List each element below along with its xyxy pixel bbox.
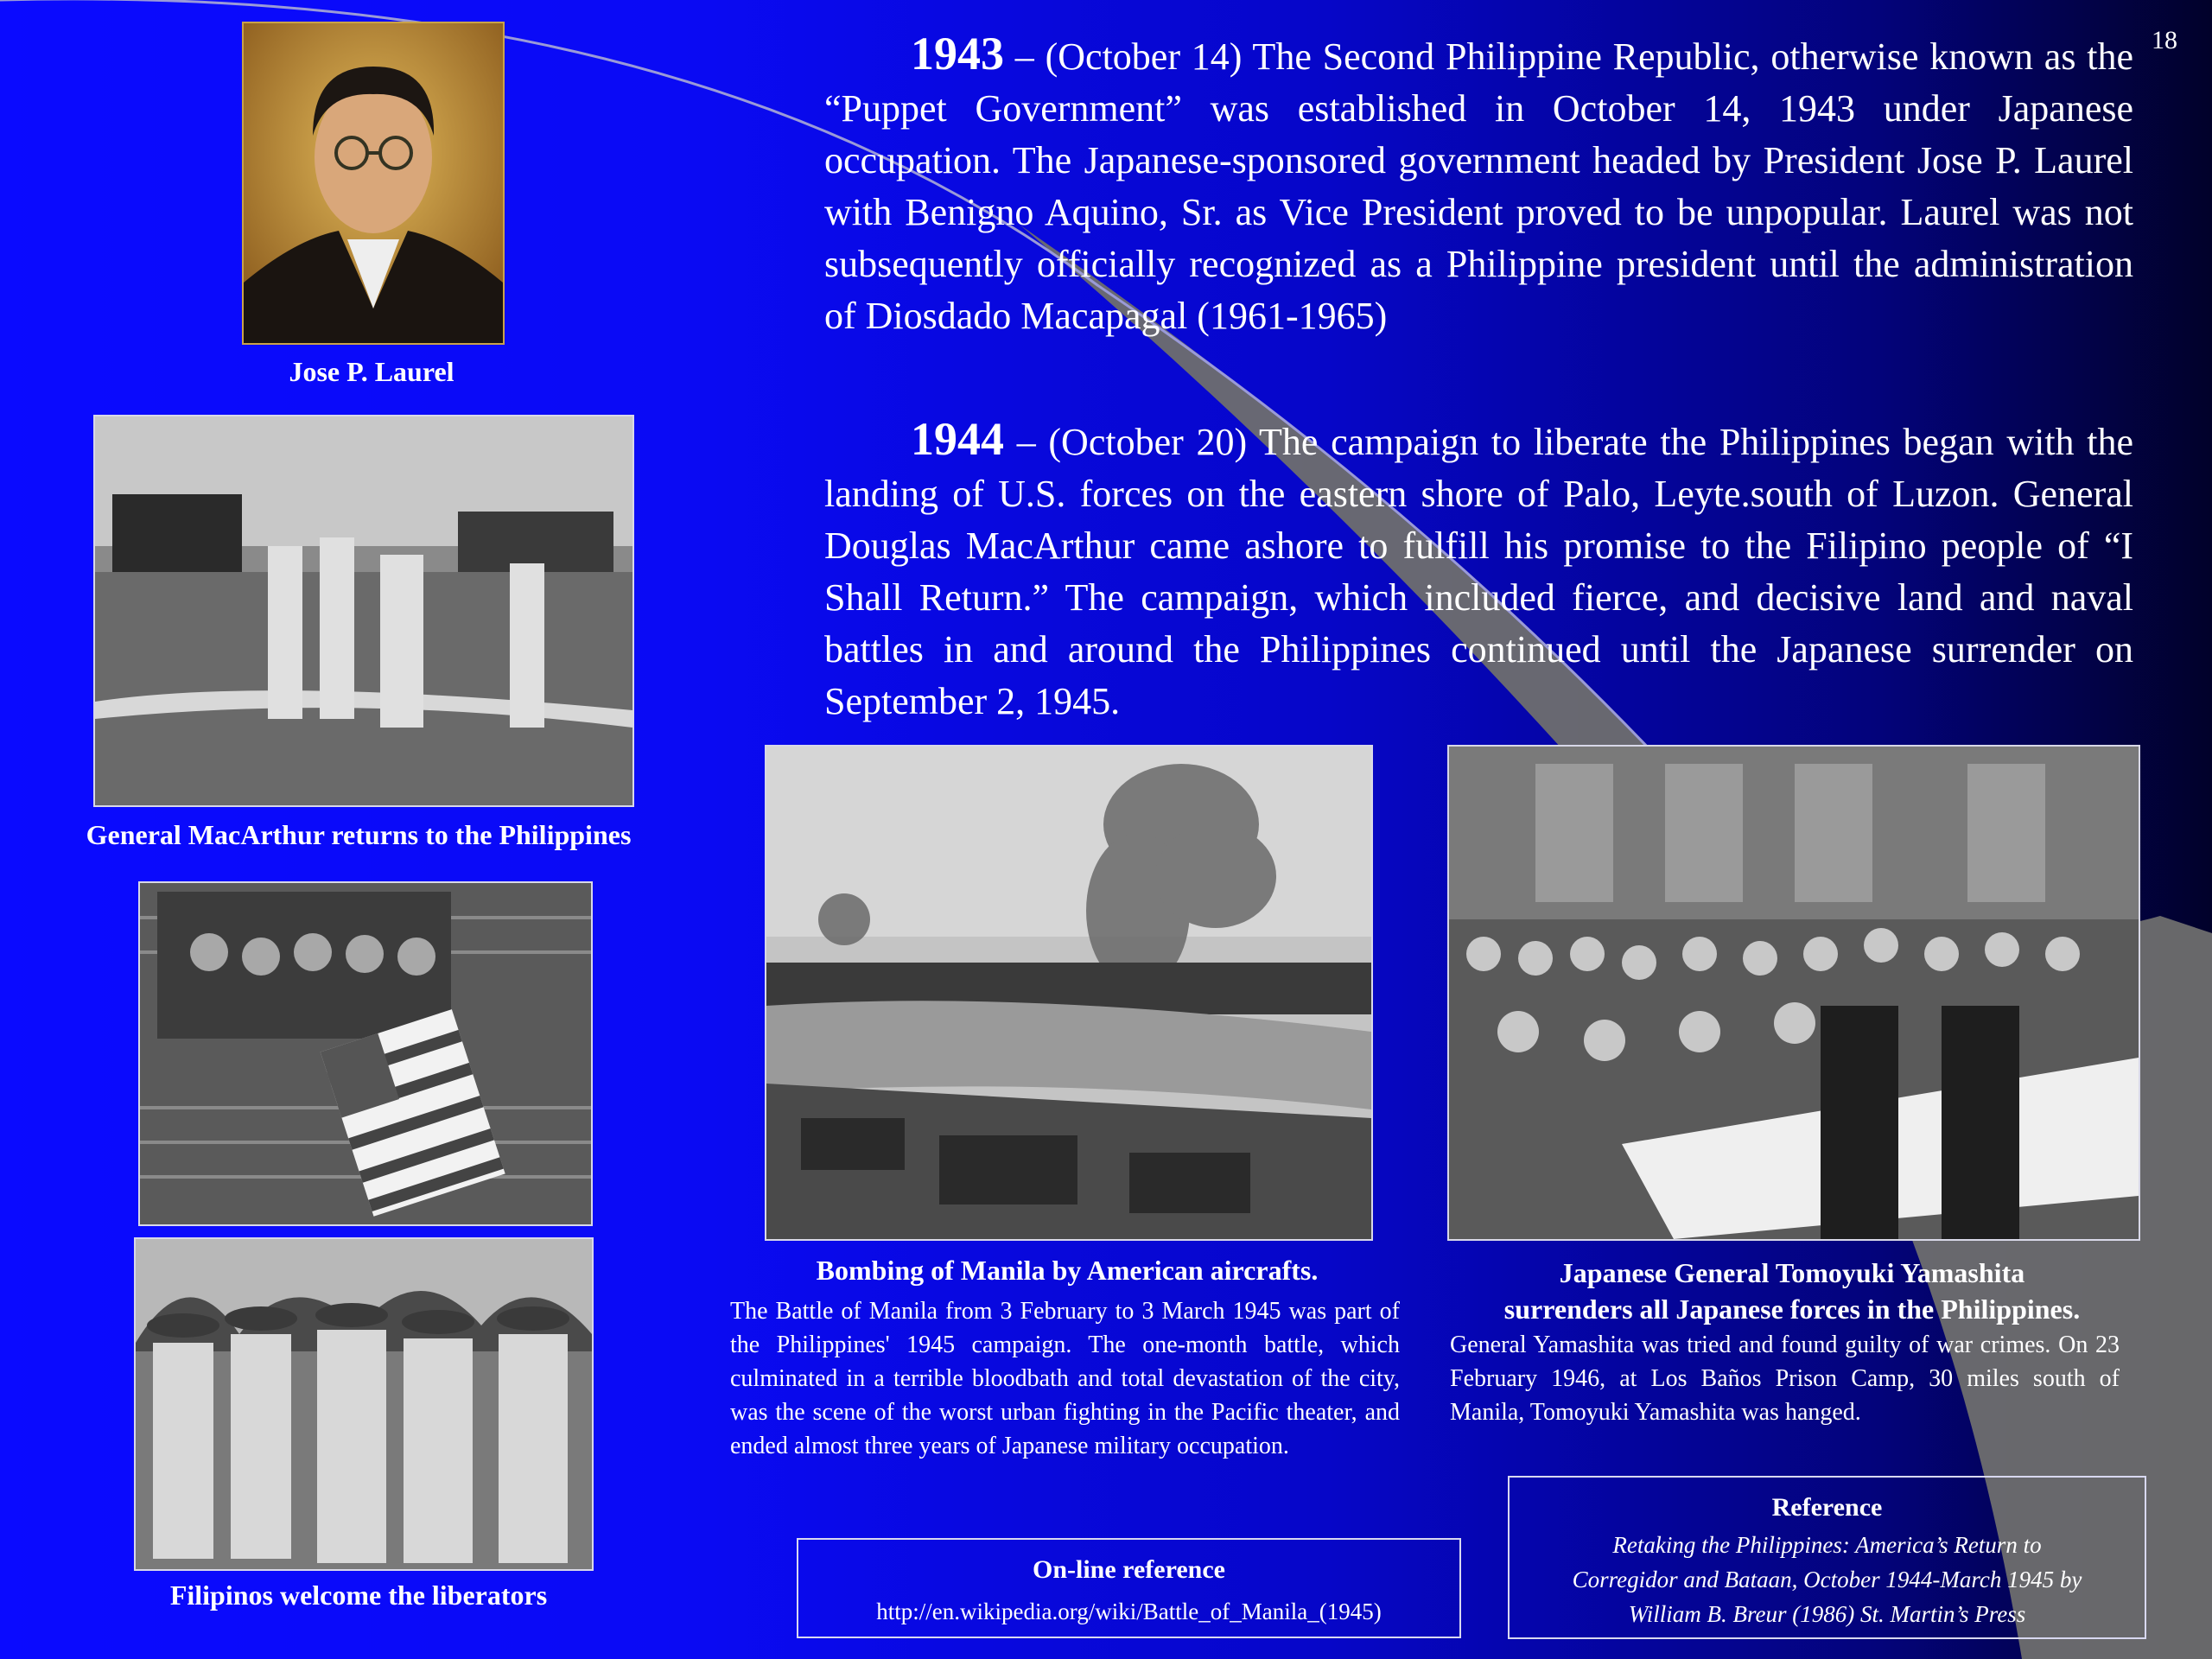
book-reference-line3: William B. Breur (1986) St. Martin’s Press (1628, 1601, 2026, 1627)
manila-description: The Battle of Manila from 3 February to 3 March 1945 was part of the Philippines' 1945 campaign. The one-month battle, which culminated in a terrible bloodbath and total devastation of the city, was the scene of the worst urban fighting in the Pacific theater, and ended almost three years of Japanese military occupation. (730, 1298, 1400, 1459)
entry-1943-text: – (October 14) The Second Philippine Republic, otherwise known as the “Puppet Government” was established in October 14, 1943 under Japanese occupation. The Japanese-sponsored government headed by President Jose P. Laurel with Benigno Aquino, Sr. as Vice President proved to be unpopular. Laurel was not subsequently officially recognized as a Philippine president until the administration of Diosdado Macapagal (1961-1965) (824, 35, 2133, 337)
yamashita-description: General Yamashita was tried and found guilty of war crimes. On 23 February 1946, at Los Baños Prison Camp, 30 miles south of Manila, Tomoyuki Yamashita was hanged. (1450, 1332, 2120, 1426)
entry-1944 (824, 413, 2133, 728)
book-reference-title: Reference (1771, 1493, 1883, 1522)
entry-1944-text: – (October 20) The campaign to liberate the Philippines began with the landing of U.S. forces on the eastern shore of Palo, Leyte.south of Luzon. General Douglas MacArthur came ashore to fulfill his promise to the Filipino people of “I Shall Return.” The campaign, which included fierce, and decisive land and naval battles in and around the Philippines continued until the Japanese surrender on September 2, 1945. (824, 421, 2133, 722)
macarthur-caption: General MacArthur returns to the Philippines (86, 819, 632, 850)
book-reference-line2: Corregidor and Bataan, October 1944-March 1945 by (1572, 1567, 2082, 1592)
manila-bombing-photo (765, 745, 1373, 1241)
laurel-caption: Jose P. Laurel (289, 356, 454, 387)
yamashita-surrender-photo (1447, 745, 2140, 1241)
manila-caption: Bombing of Manila by American aircrafts. (816, 1255, 1319, 1286)
online-reference-box (797, 1538, 1461, 1638)
liberators-caption: Filipinos welcome the liberators (169, 1580, 548, 1611)
entry-1944-year: 1944 (911, 413, 1004, 465)
yamashita-caption (1447, 1255, 2137, 1327)
yamashita-caption-line1: Japanese General Tomoyuki Yamashita (1559, 1257, 2025, 1288)
yamashita-caption-line2: surrenders all Japanese forces in the Philippines. (1503, 1294, 2081, 1325)
flag-photo (138, 881, 593, 1226)
online-reference-url[interactable]: http://en.wikipedia.org/wiki/Battle_of_Manila_(1945) (876, 1599, 1382, 1624)
entry-1943 (824, 28, 2133, 342)
book-reference-box (1508, 1476, 2146, 1639)
book-reference-line1: Retaking the Philippines: America’s Return to (1612, 1532, 2042, 1558)
laurel-portrait (242, 22, 505, 345)
macarthur-photo (93, 415, 634, 807)
entry-1943-year: 1943 (911, 28, 1004, 79)
online-reference-title: On-line reference (1033, 1555, 1225, 1584)
liberators-photo (134, 1237, 594, 1571)
page-number: 18 (2152, 26, 2177, 54)
